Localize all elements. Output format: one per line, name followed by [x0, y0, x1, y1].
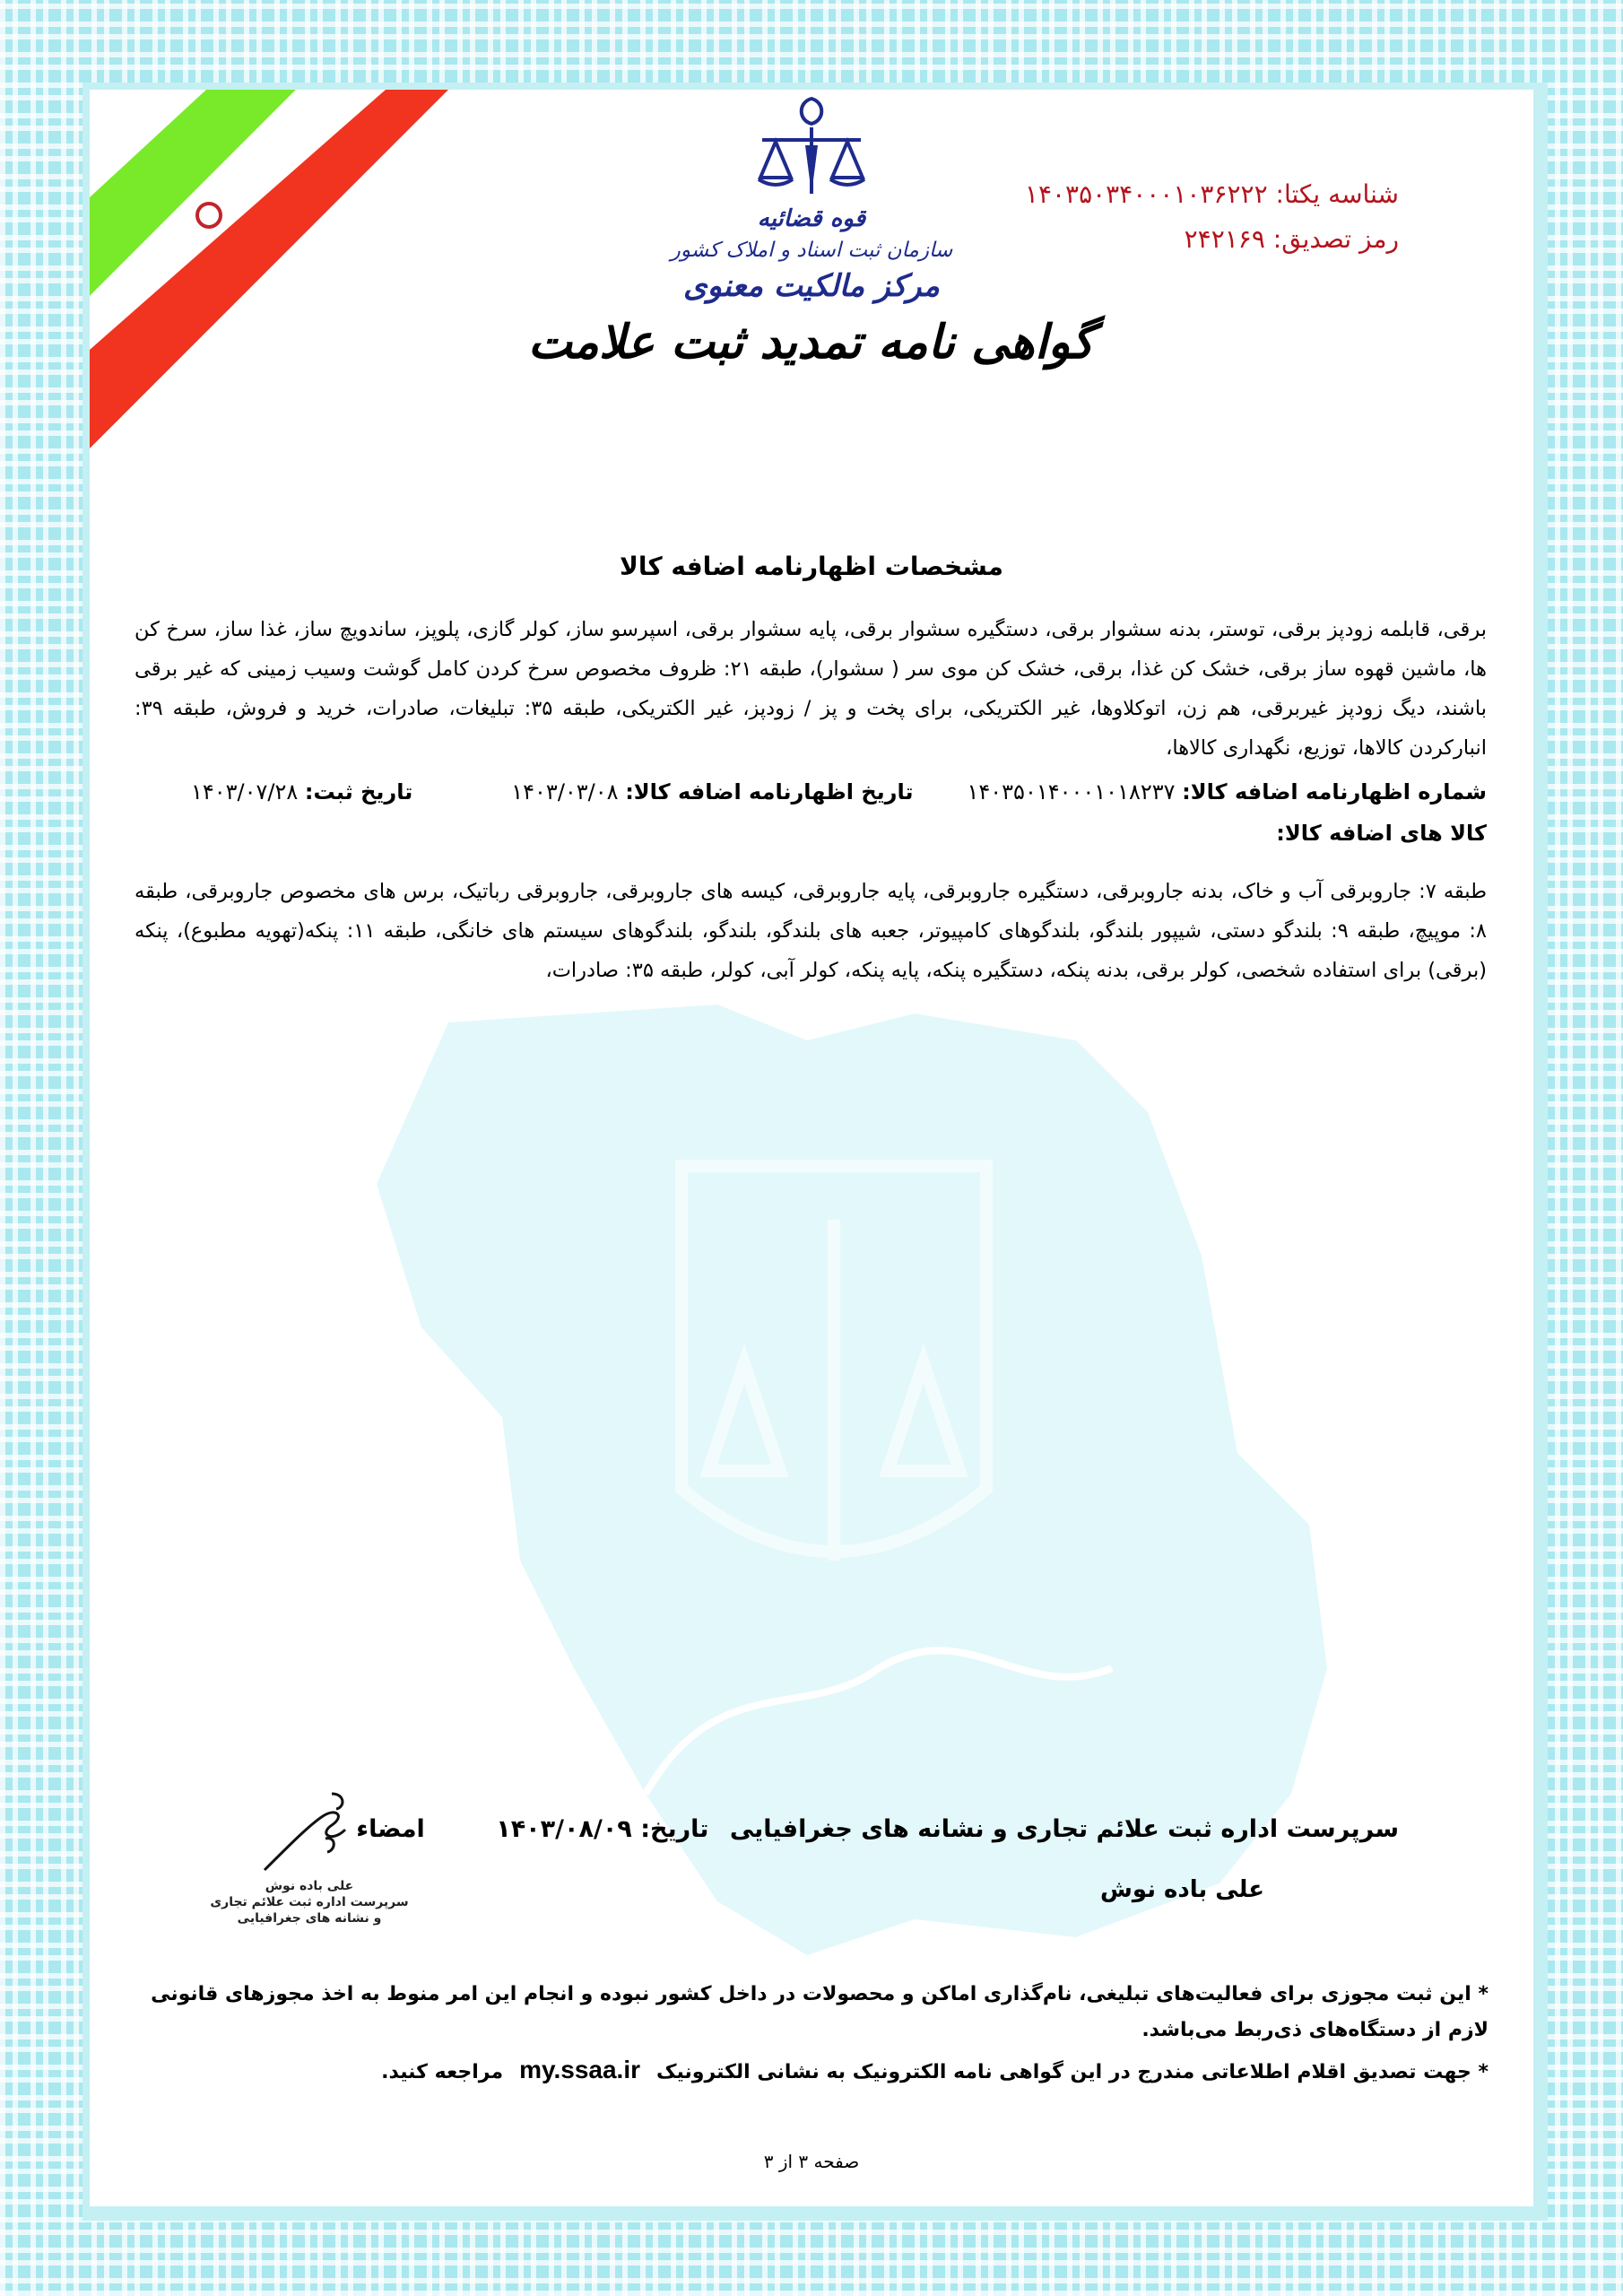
stamp-name: علی باده نوش: [265, 1879, 354, 1893]
declaration-date-label: تاریخ اظهارنامه اضافه کالا:: [625, 779, 914, 804]
unique-id-row: [1025, 172, 1399, 217]
registration-date-label: تاریخ ثبت:: [304, 779, 413, 804]
signer-title-row: [356, 1812, 1399, 1848]
declaration-number-label: شماره اظهارنامه اضافه کالا:: [1182, 779, 1487, 804]
added-goods-paragraph: طبقه ۷: جاروبرقی آب و خاک، بدنه جاروبرقی، دستگیره جاروبرقی، پایه جاروبرقی، کیسه های جاروبرقی، جاروبرقی رباتیک، برس های مخصوص جاروبرقی، طبقه ۸: موپیچ، طبقه ۹: بلندگو دستی، شیپور بلندگو، بلندگوهای کامپیوتر، جعبه های بلندگو، بلندگو، بلندگوهای سیستم های خانگی، طبقه ۱۱: پنکه(تهویه مطبوع)، پنکه (برقی) برای استفاده شخصی، کولر برقی، بدنه پنکه، دستگیره پنکه، پایه پنکه، کولر آبی، کولر، طبقه ۳۵: صادرات،: [135, 880, 1488, 982]
logo-org-judiciary: قوه قضائیه: [757, 205, 866, 232]
certificate-page: [90, 90, 1533, 2206]
added-goods-label: کالا های اضافه کالا:: [1276, 821, 1487, 846]
signature-label: امضاء: [356, 1815, 425, 1843]
intro-goods-paragraph: برقی، قابلمه زودپز برقی، توستر، بدنه سشوار برقی، دستگیره سشوار برقی، پایه سشوار برقی، اسپرسو ساز، کولر گازی، پلوپز، ساندویچ ساز، غذا ساز، سرخ کن ها، ماشین قهوه ساز برقی، خشک کن غذا، برقی، خشک کن موی سر ( سشوار)، طبقه ۲۱: ظروف مخصوص سرخ کردن کامل گوشت وسیب زمینی که غیر برقی باشند، دیگ زودپز غیربرقی، هم زن، اتوکلاوها، غیر الکتریکی، برای پخت و پز / زودپز، غیر الکتریکی، طبقه ۳۵: تبلیغات، صادرات، خرید و فروش، طبقه ۳۹: انبارکردن کالاها، توزیع، نگهداری کالاها،: [135, 618, 1487, 760]
stamp-title-line1: سرپرست اداره ثبت علائم تجاری: [210, 1895, 409, 1909]
signature-stamp: [206, 1789, 412, 1926]
note-verification-end: مراجعه کنید.: [381, 2061, 504, 2083]
notes: [143, 1977, 1488, 2091]
declaration-date: [511, 771, 913, 813]
unique-id-value: ۱۴۰۳۵۰۳۴۰۰۰۱۰۳۶۲۲۲: [1024, 179, 1268, 209]
certificate-ids: [1025, 172, 1399, 262]
note-license: * این ثبت مجوزی برای فعالیت‌های تبلیغی، نام‌گذاری اماکن و محصولات در داخل کشور نبوده و انجام این امر منوط به اخذ مجوزهای قانونی لازم از دستگاه‌های ذی‌ربط می‌باشد.: [151, 1983, 1488, 2041]
declaration-date-value: ۱۴۰۳/۰۳/۰۸: [511, 779, 619, 804]
signer-title: سرپرست اداره ثبت علائم تجاری و نشانه های جغرافیایی: [729, 1815, 1399, 1843]
iran-flag-icon: [90, 90, 466, 466]
verification-code-value: ۲۴۲۱۶۹: [1184, 224, 1265, 254]
declaration-number: [967, 771, 1487, 813]
section-title: مشخصات اظهارنامه اضافه کالا: [619, 552, 1004, 581]
declaration-details: [135, 771, 1487, 813]
handwritten-signature-icon: [247, 1789, 372, 1874]
verification-code-row: [1025, 217, 1399, 262]
logo-org-ip-center: مرکز مالکیت معنوی: [683, 268, 940, 304]
judiciary-emblem-icon: [753, 95, 870, 207]
logo-org-registration: سازمان ثبت اسناد و املاک کشور: [670, 239, 953, 262]
page-number: صفحه ۳ از ۳: [763, 2151, 860, 2172]
signature-date-label: تاریخ:: [640, 1815, 709, 1843]
note-verification: [143, 2052, 1488, 2091]
signature-date-value: ۱۴۰۳/۰۸/۰۹: [496, 1815, 632, 1843]
signer-name: علی باده نوش: [1100, 1876, 1264, 1903]
registration-date-value: ۱۴۰۳/۰۷/۲۸: [190, 779, 299, 804]
verification-code-label: رمز تصدیق:: [1272, 224, 1399, 254]
declaration-number-value: ۱۴۰۳۵۰۱۴۰۰۰۱۰۱۸۲۳۷: [967, 779, 1176, 804]
document-title: گواهی نامه تمدید ثبت علامت: [527, 315, 1094, 370]
stamp-text: [206, 1878, 412, 1926]
registration-date: [191, 771, 412, 813]
declaration-content: [135, 610, 1487, 990]
verification-url-link[interactable]: my.ssaa.ir: [519, 2056, 641, 2083]
stamp-title-line2: و نشانه های جغرافیایی: [237, 1911, 382, 1926]
note-verification-text: * جهت تصدیق اقلام اطلاعاتی مندرج در این گواهی نامه الکترونیک به نشانی الکترونیک: [656, 2061, 1488, 2083]
unique-id-label: شناسه یکتا:: [1275, 179, 1399, 209]
